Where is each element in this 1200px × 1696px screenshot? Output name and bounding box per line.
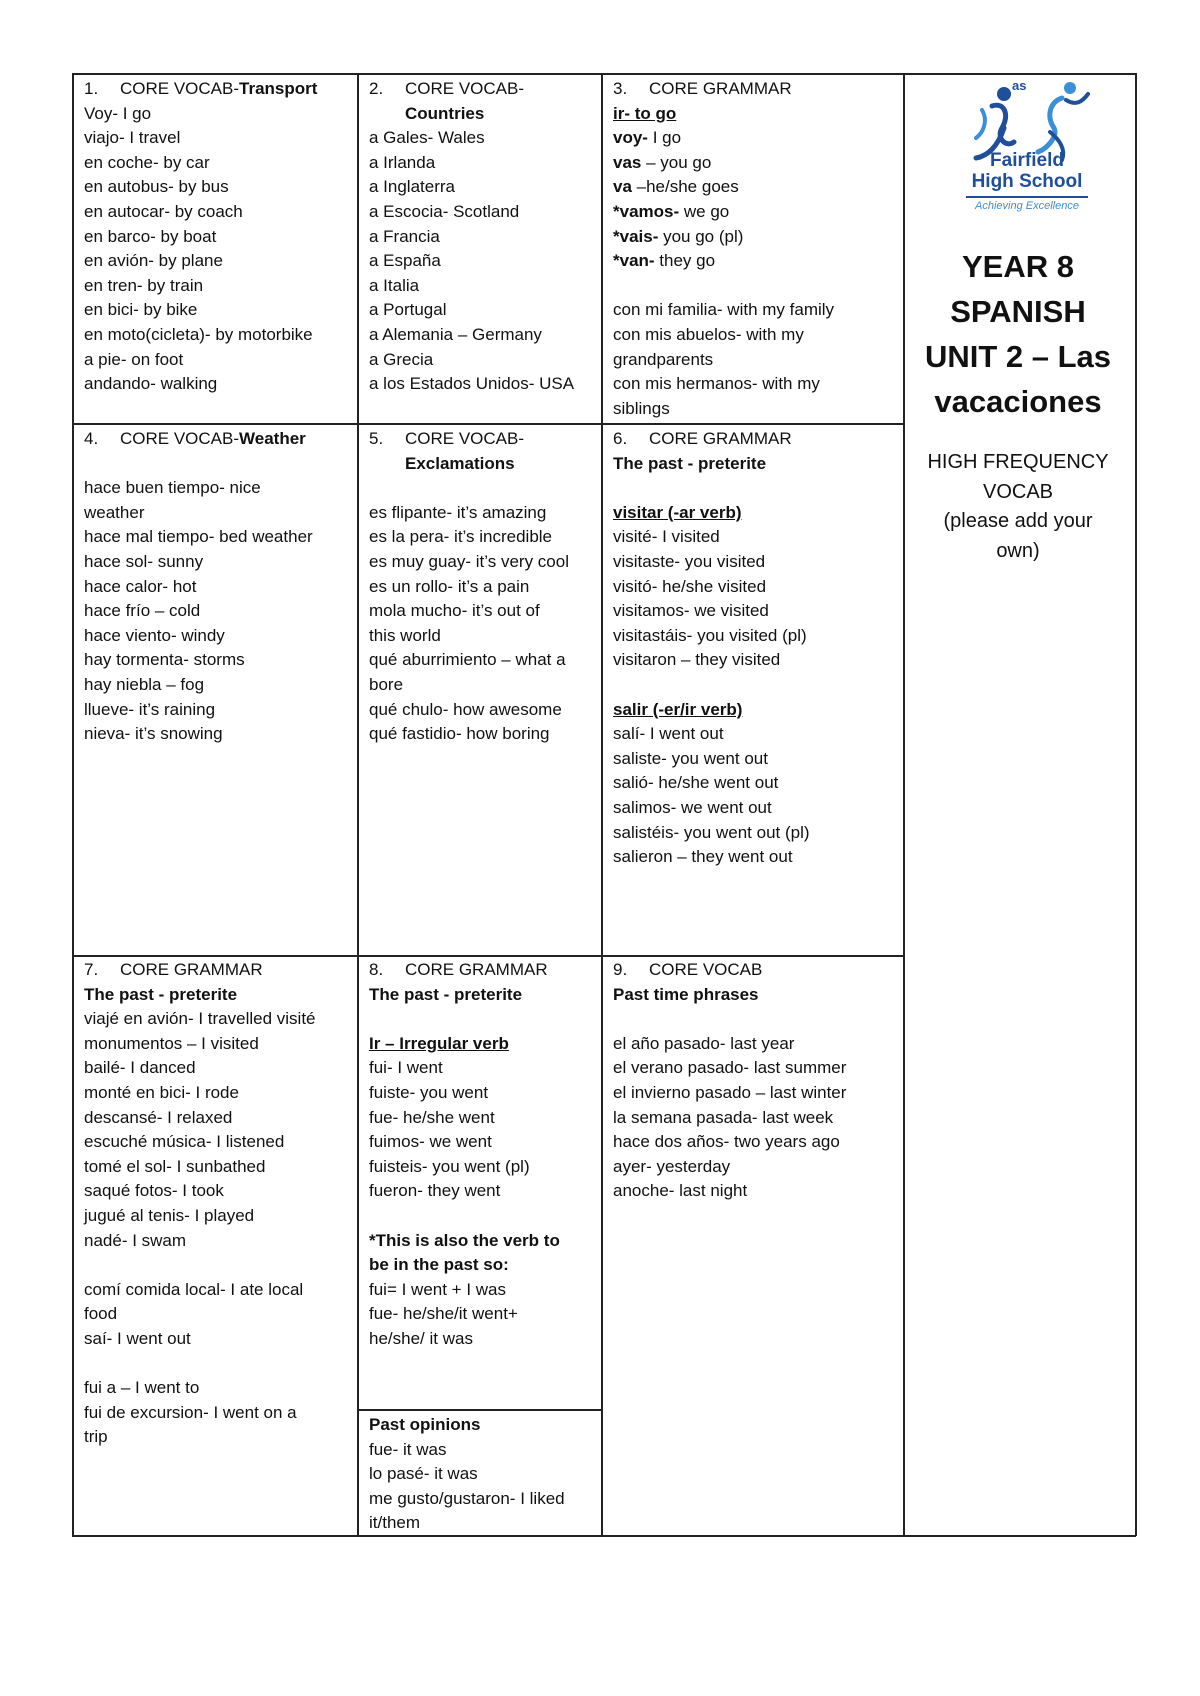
vocab-item: a pie- on foot bbox=[84, 349, 184, 369]
verb-conjugation-list bbox=[369, 1056, 591, 1204]
vocab-item: es flipante- it’s amazing bbox=[369, 502, 547, 522]
vocab-item: bailé- I danced bbox=[84, 1058, 196, 1078]
vocab-item: a Portugal bbox=[369, 300, 447, 320]
vocab-item: qué fastidio- how boring bbox=[369, 724, 550, 744]
conjugation-item: fui- I went bbox=[369, 1058, 443, 1078]
conjugation-item: salí- I went out bbox=[613, 724, 724, 744]
vocab-item: tomé el sol- I sunbathed bbox=[84, 1156, 266, 1176]
box-heading-topic: The past - preterite bbox=[84, 984, 238, 1004]
conjugation-item: salistéis- you went out (pl) bbox=[613, 822, 810, 842]
vocab-item: a Escocia- Scotland bbox=[369, 201, 520, 221]
verb-heading: ir- to go bbox=[613, 103, 677, 123]
box-exclamations bbox=[359, 425, 601, 747]
verb-heading: visitar (-ar verb) bbox=[613, 502, 742, 522]
box-number: 3. bbox=[613, 79, 628, 98]
vocab-item: nadé- I swam bbox=[84, 1230, 187, 1250]
box-preterite-regular bbox=[603, 425, 903, 870]
box-weather bbox=[74, 425, 357, 747]
vocab-item: en autocar- by coach bbox=[84, 201, 243, 221]
box-heading: CORE VOCAB- bbox=[120, 429, 240, 448]
vocab-item: a los Estados Unidos- USA bbox=[369, 374, 575, 394]
vocab-item: el año pasado- last year bbox=[613, 1033, 795, 1053]
logo-tagline: Achieving Excellence bbox=[975, 200, 1079, 212]
vocab-item: hace frío – cold bbox=[84, 601, 201, 621]
box-ir-grammar bbox=[603, 75, 903, 421]
logo-school-name: Fairfield High School bbox=[971, 150, 1083, 192]
vocab-item: hace calor- hot bbox=[84, 576, 197, 596]
vocab-item: bore bbox=[369, 674, 404, 694]
conjugation-item: salimos- we went out bbox=[613, 797, 772, 817]
vocab-item: es la pera- it’s incredible bbox=[369, 527, 552, 547]
box-number: 4. bbox=[84, 429, 99, 448]
conjugation-item: va –he/she goes bbox=[613, 177, 739, 197]
vocab-item: a Italia bbox=[369, 275, 420, 295]
vocab-item: fui de excursion- I went on a bbox=[84, 1402, 297, 1422]
vocab-item: saí- I went out bbox=[84, 1328, 191, 1348]
vocab-item: hace dos años- two years ago bbox=[613, 1132, 840, 1152]
vocab-item: ayer- yesterday bbox=[613, 1156, 731, 1176]
box-countries bbox=[359, 75, 601, 397]
box-heading-topic: Transport bbox=[239, 79, 318, 98]
conjugation-item: voy- I go bbox=[613, 128, 682, 148]
verb-conjugation-list bbox=[613, 126, 893, 274]
vocab-item: saqué fotos- I took bbox=[84, 1181, 224, 1201]
box-heading: CORE GRAMMAR bbox=[649, 79, 792, 98]
vocab-item: this world bbox=[369, 625, 441, 645]
box-heading-topic: Exclamations bbox=[405, 453, 515, 473]
vocab-item: mola mucho- it’s out of bbox=[369, 601, 540, 621]
vocab-item: hace mal tiempo- bed weather bbox=[84, 527, 313, 547]
box-ir-irregular bbox=[359, 956, 601, 1352]
vocab-item: monumentos – I visited bbox=[84, 1033, 259, 1053]
box-heading: CORE VOCAB- bbox=[120, 79, 240, 98]
conjugation-item: *vamos- we go bbox=[613, 201, 730, 221]
vocab-item: en moto(cicleta)- by motorbike bbox=[84, 324, 313, 344]
vocab-item: viajé en avión- I travelled visité bbox=[84, 1009, 316, 1029]
vocab-item: fue- it was bbox=[369, 1439, 447, 1459]
vocab-item: me gusto/gustaron- I liked bbox=[369, 1488, 565, 1508]
conjugation-item: fuimos- we went bbox=[369, 1132, 492, 1152]
vocab-list bbox=[84, 1007, 347, 1450]
grid-right bbox=[1135, 73, 1137, 1536]
note-heading bbox=[369, 1229, 591, 1278]
vocab-item: llueve- it’s raining bbox=[84, 699, 216, 719]
vocab-item: el invierno pasado – last winter bbox=[613, 1082, 847, 1102]
vocab-item: trip bbox=[84, 1427, 108, 1447]
box-number: 1. bbox=[84, 79, 99, 98]
vocab-item: hay tormenta- storms bbox=[84, 650, 245, 670]
box-heading: CORE GRAMMAR bbox=[120, 960, 263, 979]
box-heading: CORE VOCAB- bbox=[405, 429, 525, 448]
note-heading-line: be in the past so: bbox=[369, 1255, 509, 1275]
box-heading-topic: The past - preterite bbox=[613, 453, 767, 473]
box-number: 7. bbox=[84, 960, 99, 979]
vocab-item: en coche- by car bbox=[84, 152, 210, 172]
title-column bbox=[902, 74, 1134, 566]
vocab-item: a Irlanda bbox=[369, 152, 436, 172]
vocab-item: escuché música- I listened bbox=[84, 1132, 285, 1152]
vocab-item: qué aburrimiento – what a bbox=[369, 650, 566, 670]
verb-heading: salir (-er/ir verb) bbox=[613, 699, 743, 719]
vocab-item: nieva- it’s snowing bbox=[84, 724, 223, 744]
box-number: 8. bbox=[369, 960, 384, 979]
vocab-item bbox=[84, 1352, 347, 1377]
vocab-item: jugué al tenis- I played bbox=[84, 1205, 255, 1225]
vocab-list bbox=[369, 126, 591, 397]
note-item: fui= I went + I was bbox=[369, 1279, 507, 1299]
vocab-item: Voy- I go bbox=[84, 103, 152, 123]
box-time-phrases bbox=[603, 956, 903, 1204]
conjugation-item: visitó- he/she visited bbox=[613, 576, 767, 596]
conjugation-item: fueron- they went bbox=[369, 1181, 501, 1201]
conjugation-item: fue- he/she went bbox=[369, 1107, 495, 1127]
vocab-item: anoche- last night bbox=[613, 1181, 748, 1201]
vocab-item: es un rollo- it’s a pain bbox=[369, 576, 530, 596]
vocab-list bbox=[613, 1032, 893, 1204]
conjugation-item: fuiste- you went bbox=[369, 1082, 489, 1102]
vocab-item: qué chulo- how awesome bbox=[369, 699, 562, 719]
vocab-list bbox=[84, 102, 347, 397]
vocab-item: it/them bbox=[369, 1513, 421, 1533]
box-heading-topic: Past time phrases bbox=[613, 984, 759, 1004]
box-heading-topic: Weather bbox=[239, 429, 306, 448]
vocab-item: weather bbox=[84, 502, 145, 522]
vocab-item: es muy guay- it’s very cool bbox=[369, 551, 569, 571]
box-heading-topic: The past - preterite bbox=[369, 984, 523, 1004]
box-number: 9. bbox=[613, 960, 628, 979]
conjugation-item: salió- he/she went out bbox=[613, 773, 779, 793]
vocab-item: en bici- by bike bbox=[84, 300, 198, 320]
conjugation-item: fuisteis- you went (pl) bbox=[369, 1156, 530, 1176]
vocab-item: con mis abuelos- with my bbox=[613, 324, 804, 344]
note-heading-line: *This is also the verb to bbox=[369, 1230, 560, 1250]
grid-bottom bbox=[72, 1535, 1136, 1537]
box-heading: CORE GRAMMAR bbox=[649, 429, 792, 448]
vocab-item: en avión- by plane bbox=[84, 251, 223, 271]
unit-title: YEAR 8 SPANISH UNIT 2 – Las vacaciones bbox=[924, 249, 1112, 419]
note-item: he/she/ it was bbox=[369, 1328, 473, 1348]
vocab-item: con mi familia- with my family bbox=[613, 300, 835, 320]
note-item: fue- he/she/it went+ bbox=[369, 1304, 518, 1324]
vocab-item: en barco- by boat bbox=[84, 226, 217, 246]
box-heading-topic: Past opinions bbox=[369, 1415, 481, 1434]
vocab-list bbox=[613, 298, 893, 421]
vocab-item: hace sol- sunny bbox=[84, 551, 204, 571]
vocab-item: a Grecia bbox=[369, 349, 434, 369]
vocab-item: el verano pasado- last summer bbox=[613, 1058, 847, 1078]
conjugation-item: visitastáis- you visited (pl) bbox=[613, 625, 807, 645]
vocab-item: descansé- I relaxed bbox=[84, 1107, 233, 1127]
box-number: 5. bbox=[369, 429, 384, 448]
box-heading-topic: Countries bbox=[405, 103, 485, 123]
logo-top-mark: as bbox=[1012, 78, 1027, 93]
verb-heading: Ir – Irregular verb bbox=[369, 1033, 509, 1053]
conjugation-item: *van- they go bbox=[613, 251, 716, 271]
conjugation-item: visitamos- we visited bbox=[613, 601, 769, 621]
box-heading: CORE VOCAB- bbox=[405, 79, 525, 98]
vocab-item: en tren- by train bbox=[84, 275, 204, 295]
vocab-item: andando- walking bbox=[84, 374, 218, 394]
verb-conjugation-list bbox=[613, 722, 893, 870]
vocab-item: monté en bici- I rode bbox=[84, 1082, 239, 1102]
conjugation-item: visité- I visited bbox=[613, 527, 720, 547]
box-number: 6. bbox=[613, 429, 628, 448]
box-transport bbox=[74, 75, 357, 397]
box-past-opinions bbox=[359, 1411, 601, 1536]
vocab-item: lo pasé- it was bbox=[369, 1464, 478, 1484]
conjugation-item: salieron – they went out bbox=[613, 847, 793, 867]
vocab-item: a Gales- Wales bbox=[369, 128, 485, 148]
vocab-item: food bbox=[84, 1304, 118, 1324]
vocab-item: siblings bbox=[613, 398, 670, 418]
vocab-list bbox=[84, 476, 347, 747]
vocab-item: comí comida local- I ate local bbox=[84, 1279, 304, 1299]
conjugation-item: *vais- you go (pl) bbox=[613, 226, 744, 246]
vocab-item: fui a – I went to bbox=[84, 1378, 200, 1398]
vocab-item: a España bbox=[369, 251, 441, 271]
conjugation-item: visitaste- you visited bbox=[613, 551, 766, 571]
vocab-item: viajo- I travel bbox=[84, 128, 181, 148]
vocab-list bbox=[369, 501, 591, 747]
vocab-item: hace viento- windy bbox=[84, 625, 225, 645]
vocab-item: a Alemania – Germany bbox=[369, 324, 542, 344]
vocab-item: en autobus- by bus bbox=[84, 177, 229, 197]
vocab-item: con mis hermanos- with my bbox=[613, 374, 820, 394]
box-preterite-verbs bbox=[74, 956, 357, 1450]
vocab-item: hace buen tiempo- nice bbox=[84, 478, 261, 498]
vocab-item: hay niebla – fog bbox=[84, 674, 205, 694]
vocab-item: a Francia bbox=[369, 226, 440, 246]
vocab-item bbox=[84, 1253, 347, 1278]
conjugation-item: vas – you go bbox=[613, 152, 712, 172]
verb-conjugation-list bbox=[613, 525, 893, 673]
conjugation-item: visitaron – they visited bbox=[613, 650, 781, 670]
vocab-item: a Inglaterra bbox=[369, 177, 455, 197]
box-heading: CORE VOCAB bbox=[649, 960, 763, 979]
vocab-item: la semana pasada- last week bbox=[613, 1107, 834, 1127]
conjugation-item: saliste- you went out bbox=[613, 748, 768, 768]
high-frequency-vocab-label: HIGH FREQUENCY VOCAB (please add your own) bbox=[927, 451, 1109, 562]
vocab-list bbox=[369, 1438, 591, 1536]
box-number: 2. bbox=[369, 79, 384, 98]
vocab-item: grandparents bbox=[613, 349, 714, 369]
box-heading: CORE GRAMMAR bbox=[405, 960, 548, 979]
note-list bbox=[369, 1278, 591, 1352]
